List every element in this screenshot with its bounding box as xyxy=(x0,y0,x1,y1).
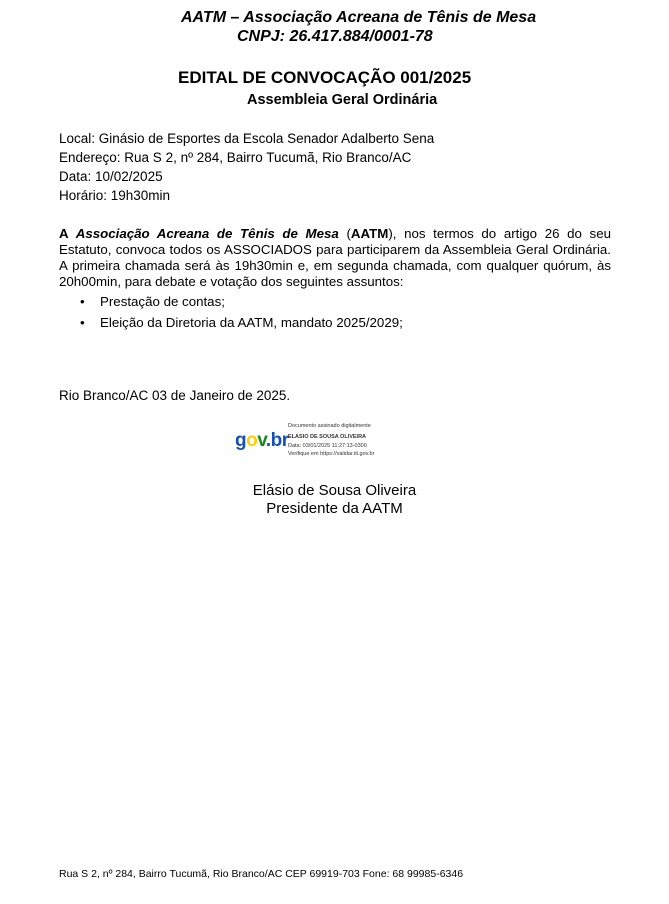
paragraph-paren-open: ( xyxy=(338,226,351,241)
signature-verify-link: Verifique em https://validar.iti.gov.br xyxy=(288,451,375,457)
paragraph-text: ), nos termos do artigo 26 do seu Estatuto, convoca todos os ASSOCIADOS para participarem da Assembleia Geral Ordinária. A primeira chamada será às 19h30min e, em segunda chamada, com qualquer quórum, às 20h00min, para debate e votação dos seguintes assuntos: xyxy=(59,226,611,289)
signature-label: Documento assinado digitalmente xyxy=(288,423,371,429)
agenda-item-label: Eleição da Diretoria da AATM, mandato 2025/2029; xyxy=(100,315,403,330)
agenda-item xyxy=(80,315,403,330)
paragraph-org-name: Associação Acreana de Tênis de Mesa xyxy=(75,226,339,241)
paragraph-lead: A xyxy=(59,226,76,241)
convocation-paragraph xyxy=(59,226,611,290)
agenda-item-label: Prestação de contas; xyxy=(100,294,225,309)
signer-name: Elásio de Sousa Oliveira xyxy=(252,482,417,499)
bullet-icon: • xyxy=(80,315,85,330)
bullet-icon: • xyxy=(80,294,85,309)
info-local: Local: Ginásio de Esportes da Escola Senador Adalberto Sena xyxy=(59,131,435,146)
organization-name: AATM – Associação Acreana de Tênis de Mesa xyxy=(181,9,537,26)
info-address: Endereço: Rua S 2, nº 284, Bairro Tucumã, Rio Branco/AC xyxy=(59,150,412,165)
info-time: Horário: 19h30min xyxy=(59,188,171,203)
footer-contact: Rua S 2, nº 284, Bairro Tucumã, Rio Branco/AC CEP 69919-703 Fone: 68 99985-6346 xyxy=(59,868,464,880)
paragraph-acronym: AATM xyxy=(350,226,389,241)
govbr-logo-icon: gov.br xyxy=(235,430,289,451)
organization-cnpj: CNPJ: 26.417.884/0001-78 xyxy=(237,28,433,45)
info-date: Data: 10/02/2025 xyxy=(59,169,163,184)
agenda-item xyxy=(80,294,225,309)
signature-date: Data: 03/01/2025 11:27:13-0300 xyxy=(288,443,367,449)
document-title: EDITAL DE CONVOCAÇÃO 001/2025 xyxy=(178,68,472,87)
signature-name: ELASIO DE SOUSA OLIVEIRA xyxy=(288,434,367,440)
date-line: Rio Branco/AC 03 de Janeiro de 2025. xyxy=(59,388,291,403)
document-subtitle: Assembleia Geral Ordinária xyxy=(247,92,438,108)
signer-role: Presidente da AATM xyxy=(266,500,403,517)
